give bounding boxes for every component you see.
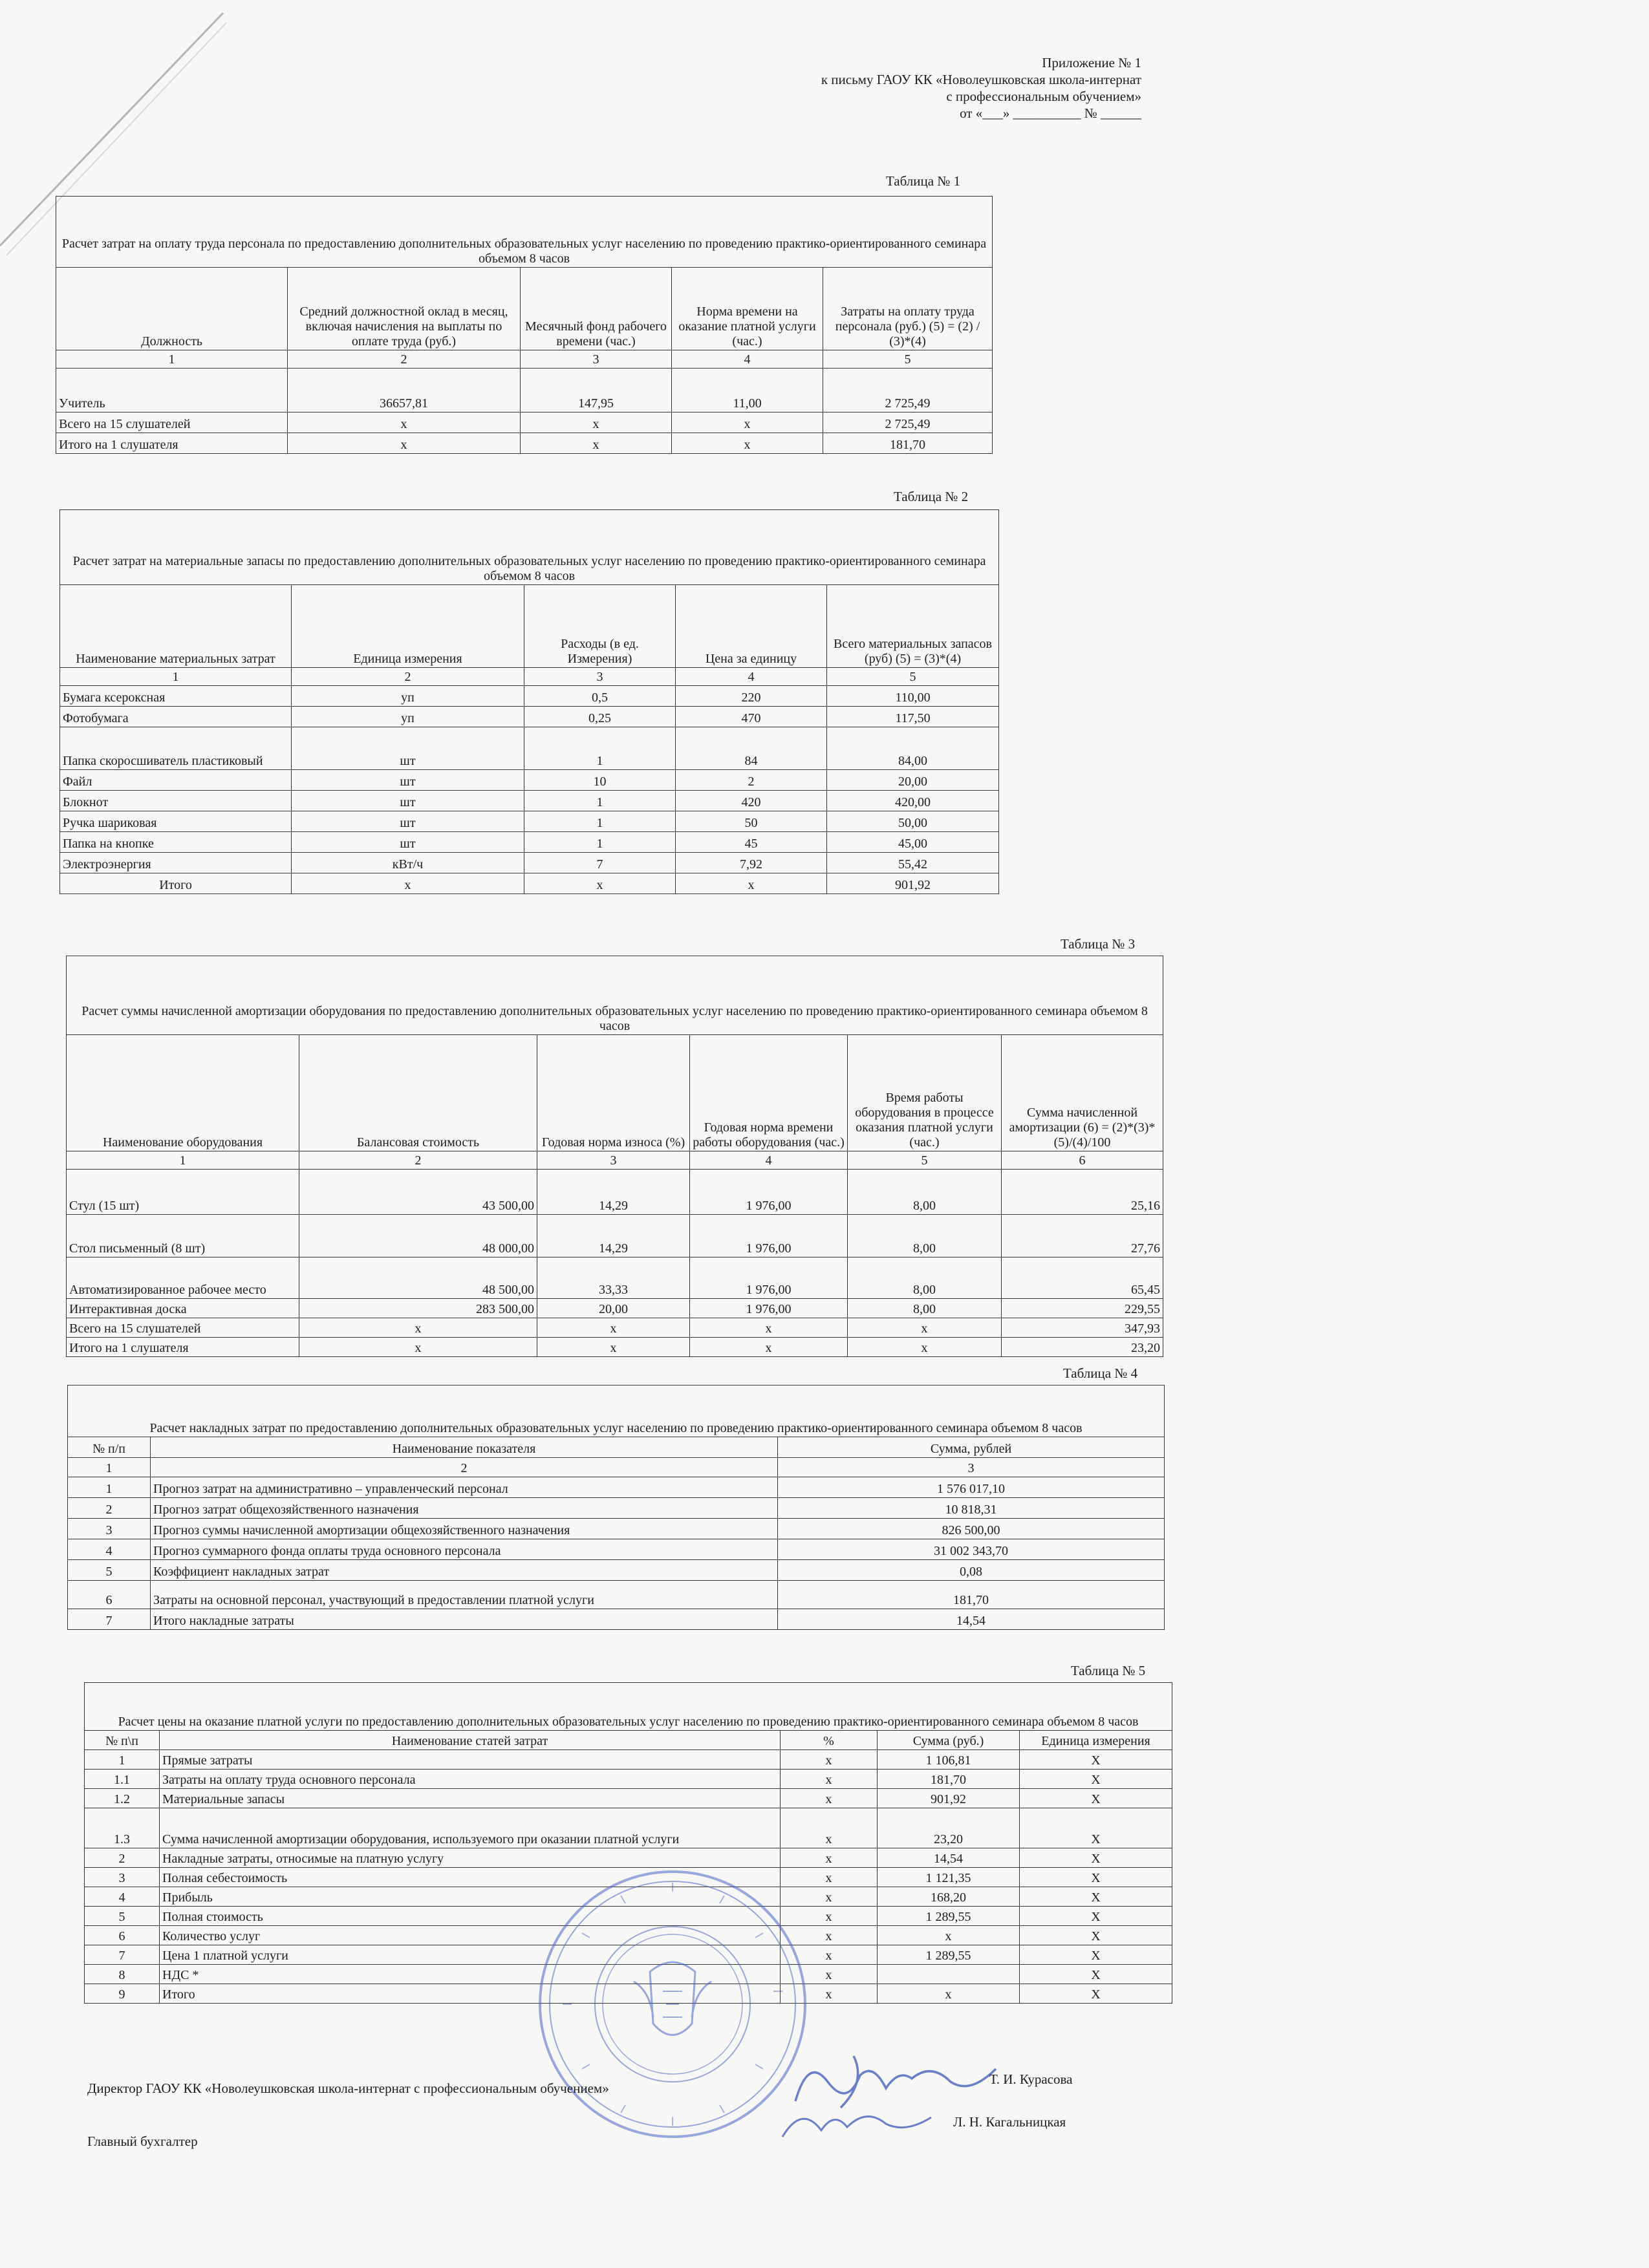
cell: НДС *	[160, 1965, 781, 1984]
cell: 0,25	[524, 707, 676, 727]
table1-title: Расчет затрат на оплату труда персонала по предоставлению дополнительных образовательных услуг населению по проведению практико-ориентированного семинара объемом 8 часов	[56, 197, 993, 268]
cell: 8,00	[848, 1257, 1002, 1299]
table2-title: Расчет затрат на материальные запасы по предоставлению дополнительных образовательных услуг населению по проведению практико-ориентированного семинара объемом 8 часов	[60, 510, 999, 585]
cell: х	[781, 1848, 878, 1868]
cell: 420	[676, 791, 827, 811]
col-number: 4	[690, 1151, 848, 1170]
cell: 7	[68, 1609, 151, 1630]
cell: х	[288, 433, 521, 454]
cell: шт	[292, 727, 524, 770]
col-number: 3	[778, 1458, 1165, 1477]
col-number: 4	[672, 350, 823, 369]
cell: х	[292, 873, 524, 894]
cell: Прогноз суммарного фонда оплаты труда основного персонала	[151, 1539, 778, 1560]
cell: 283 500,00	[299, 1299, 537, 1318]
cell: уп	[292, 707, 524, 727]
cell: х	[690, 1338, 848, 1357]
cell: х	[521, 412, 672, 433]
cell: 1	[524, 832, 676, 853]
col-number: 3	[537, 1151, 690, 1170]
cell: 110,00	[827, 686, 999, 707]
cell: 1 976,00	[690, 1257, 848, 1299]
table-row	[56, 369, 993, 412]
table2-header: Наименование материальных затрат	[60, 585, 292, 668]
cell: 8,00	[848, 1170, 1002, 1215]
cell: х	[690, 1318, 848, 1338]
cell: 48 500,00	[299, 1257, 537, 1299]
cell: 470	[676, 707, 827, 727]
cell: Затраты на основной персонал, участвующий в предоставлении платной услуги	[151, 1581, 778, 1609]
cell: Итого на 1 слушателя	[56, 433, 288, 454]
table-row	[60, 791, 999, 811]
cell: х	[676, 873, 827, 894]
cell: 36657,81	[288, 369, 521, 412]
cell: 14,54	[878, 1848, 1020, 1868]
cell: Блокнот	[60, 791, 292, 811]
cell: 1	[524, 811, 676, 832]
cell: 50	[676, 811, 827, 832]
cell: 229,55	[1002, 1299, 1163, 1318]
cell: 2 725,49	[823, 369, 993, 412]
table-row	[67, 1318, 1163, 1338]
table2-number: Таблица № 2	[894, 489, 969, 504]
cell: х	[781, 1984, 878, 2004]
appendix-date-number: от «___» __________ № ______	[960, 105, 1141, 121]
cell: Итого на 1 слушателя	[67, 1338, 299, 1357]
table1-number: Таблица № 1	[886, 173, 961, 189]
cell: 1 976,00	[690, 1299, 848, 1318]
cell: 5	[68, 1560, 151, 1581]
table3-header: Годовая норма износа (%)	[537, 1035, 690, 1151]
table1-header: Затраты на оплату труда персонала (руб.) (5) = (2) / (3)*(4)	[823, 268, 993, 350]
col-number: 5	[848, 1151, 1002, 1170]
cell: 826 500,00	[778, 1519, 1165, 1539]
cell: шт	[292, 832, 524, 853]
director-name: Т. И. Курасова	[989, 2071, 1073, 2087]
cell: 4	[85, 1887, 160, 1907]
cell: 1 121,35	[878, 1868, 1020, 1887]
table-row	[68, 1560, 1165, 1581]
cell: 117,50	[827, 707, 999, 727]
col-number: 2	[292, 668, 524, 686]
cell: Х	[1020, 1965, 1172, 1984]
cell: Х	[1020, 1984, 1172, 2004]
table4-header-row	[68, 1437, 1165, 1458]
appendix-number: Приложение № 1	[1042, 55, 1141, 70]
cell: 1	[524, 727, 676, 770]
cell: Папка на кнопке	[60, 832, 292, 853]
cell: 181,70	[778, 1581, 1165, 1609]
cell: 2	[85, 1848, 160, 1868]
cell: х	[672, 412, 823, 433]
cell: Затраты на оплату труда основного персонала	[160, 1770, 781, 1789]
cell: х	[781, 1750, 878, 1770]
table-row	[68, 1539, 1165, 1560]
table-row	[85, 1770, 1172, 1789]
col-number: 1	[67, 1151, 299, 1170]
cell: х	[781, 1965, 878, 1984]
table4-header: Сумма, рублей	[778, 1437, 1165, 1458]
table5-header: № п\п	[85, 1731, 160, 1750]
cell: х	[537, 1338, 690, 1357]
cell: х	[781, 1770, 878, 1789]
cell: 2 725,49	[823, 412, 993, 433]
table2-header: Единица измерения	[292, 585, 524, 668]
cell: 168,20	[878, 1887, 1020, 1907]
cell: 10	[524, 770, 676, 791]
table4-overhead	[67, 1385, 1165, 1630]
cell: Ручка шариковая	[60, 811, 292, 832]
table1-header: Месячный фонд рабочего времени (час.)	[521, 268, 672, 350]
table3-depreciation	[66, 956, 1163, 1357]
cell: 1.3	[85, 1808, 160, 1848]
cell: шт	[292, 811, 524, 832]
cell: х	[781, 1887, 878, 1907]
cell: Накладные затраты, относимые на платную услугу	[160, 1848, 781, 1868]
cell: 147,95	[521, 369, 672, 412]
appendix-letter-ref: к письму ГАОУ КК «Новолеушковская школа-интернат	[821, 72, 1141, 87]
table-row	[60, 770, 999, 791]
table1-labor-costs	[56, 196, 993, 454]
table4-title: Расчет накладных затрат по предоставлению дополнительных образовательных услуг населению по проведению практико-ориентированного семинара объемом 8 часов	[68, 1385, 1165, 1437]
table-row	[68, 1519, 1165, 1539]
col-number: 1	[68, 1458, 151, 1477]
table-row	[60, 811, 999, 832]
cell: 20,00	[827, 770, 999, 791]
cell: шт	[292, 770, 524, 791]
cell: х	[878, 1984, 1020, 2004]
table2-header-row	[60, 585, 999, 668]
cell: 420,00	[827, 791, 999, 811]
cell: 50,00	[827, 811, 999, 832]
col-number: 6	[1002, 1151, 1163, 1170]
cell: Всего на 15 слушателей	[56, 412, 288, 433]
col-number: 2	[288, 350, 521, 369]
col-number: 3	[524, 668, 676, 686]
cell: 8,00	[848, 1215, 1002, 1257]
cell: 84,00	[827, 727, 999, 770]
cell: Автоматизированное рабочее место	[67, 1257, 299, 1299]
table-row	[68, 1609, 1165, 1630]
table-row	[68, 1498, 1165, 1519]
table-row	[60, 832, 999, 853]
table-row	[60, 707, 999, 727]
cell: 0,08	[778, 1560, 1165, 1581]
cell: 1 289,55	[878, 1945, 1020, 1965]
cell: 20,00	[537, 1299, 690, 1318]
cell: Прибыль	[160, 1887, 781, 1907]
cell: Учитель	[56, 369, 288, 412]
cell: 65,45	[1002, 1257, 1163, 1299]
cell: Количество услуг	[160, 1926, 781, 1945]
col-number: 2	[151, 1458, 778, 1477]
table4-header: Наименование показателя	[151, 1437, 778, 1458]
cell: 6	[68, 1581, 151, 1609]
cell: х	[521, 433, 672, 454]
cell: Прогноз суммы начисленной амортизации общехозяйственного назначения	[151, 1519, 778, 1539]
accountant-name: Л. Н. Кагальницкая	[953, 2114, 1066, 2130]
cell: Х	[1020, 1868, 1172, 1887]
cell: х	[848, 1338, 1002, 1357]
table3-title: Расчет суммы начисленной амортизации оборудования по предоставлению дополнительных образовательных услуг населению по проведению практико-ориентированного семинара объемом 8 часов	[67, 956, 1163, 1035]
table4-number: Таблица № 4	[1063, 1365, 1138, 1381]
cell: 6	[85, 1926, 160, 1945]
table5-number: Таблица № 5	[1071, 1663, 1146, 1678]
cell: Материальные запасы	[160, 1789, 781, 1808]
cell: 84	[676, 727, 827, 770]
table-row	[85, 1789, 1172, 1808]
table3-number: Таблица № 3	[1061, 936, 1136, 952]
cell: Итого	[160, 1984, 781, 2004]
cell: 43 500,00	[299, 1170, 537, 1215]
table2-materials	[59, 509, 999, 894]
cell: х	[878, 1926, 1020, 1945]
cell: 27,76	[1002, 1215, 1163, 1257]
table1-header: Норма времени на оказание платной услуги (час.)	[672, 268, 823, 350]
table4-header: № п/п	[68, 1437, 151, 1458]
cell: 31 002 343,70	[778, 1539, 1165, 1560]
cell: х	[781, 1945, 878, 1965]
cell: Коэффициент накладных затрат	[151, 1560, 778, 1581]
cell: х	[781, 1789, 878, 1808]
cell: 48 000,00	[299, 1215, 537, 1257]
cell: Х	[1020, 1808, 1172, 1848]
appendix-letter-ref-cont: с профессиональным обучением»	[946, 89, 1141, 104]
table-row	[56, 412, 993, 433]
cell: 2	[68, 1498, 151, 1519]
cell: 1.2	[85, 1789, 160, 1808]
cell: 2	[676, 770, 827, 791]
col-number: 5	[823, 350, 993, 369]
table4-number-row	[68, 1458, 1165, 1477]
table1-header: Должность	[56, 268, 288, 350]
cell	[878, 1965, 1020, 1984]
table2-number-row	[60, 668, 999, 686]
cell: х	[781, 1926, 878, 1945]
cell: шт	[292, 791, 524, 811]
cell: 23,20	[878, 1808, 1020, 1848]
cell: 0,5	[524, 686, 676, 707]
cell: х	[537, 1318, 690, 1338]
table5-title: Расчет цены на оказание платной услуги по предоставлению дополнительных образовательных услуг населению по проведению практико-ориентированного семинара объемом 8 часов	[85, 1683, 1172, 1731]
table-row	[60, 853, 999, 873]
cell: 8	[85, 1965, 160, 1984]
cell: 11,00	[672, 369, 823, 412]
cell: 181,70	[878, 1770, 1020, 1789]
official-seal-stamp	[530, 1862, 815, 2146]
cell: 10 818,31	[778, 1498, 1165, 1519]
col-number: 4	[676, 668, 827, 686]
cell: 8,00	[848, 1299, 1002, 1318]
cell: Фотобумага	[60, 707, 292, 727]
cell: Прямые затраты	[160, 1750, 781, 1770]
table3-number-row	[67, 1151, 1163, 1170]
col-number: 3	[521, 350, 672, 369]
cell: 1	[85, 1750, 160, 1770]
cell: 1	[68, 1477, 151, 1498]
col-number: 2	[299, 1151, 537, 1170]
table3-header: Наименование оборудования	[67, 1035, 299, 1151]
cell: 5	[85, 1907, 160, 1926]
cell: Папка скоросшиватель пластиковый	[60, 727, 292, 770]
table5-header: %	[781, 1731, 878, 1750]
cell: 1 289,55	[878, 1907, 1020, 1926]
cell: 1 976,00	[690, 1215, 848, 1257]
cell: Полная себестоимость	[160, 1868, 781, 1887]
cell: Прогноз затрат на административно – управленческий персонал	[151, 1477, 778, 1498]
cell: х	[848, 1318, 1002, 1338]
cell: 7,92	[676, 853, 827, 873]
cell: 901,92	[827, 873, 999, 894]
cell: Х	[1020, 1945, 1172, 1965]
table5-header: Единица измерения	[1020, 1731, 1172, 1750]
cell: 220	[676, 686, 827, 707]
table-row	[60, 686, 999, 707]
cell: 901,92	[878, 1789, 1020, 1808]
table2-header: Всего материальных запасов (руб) (5) = (3)*(4)	[827, 585, 999, 668]
accountant-label: Главный бухгалтер	[87, 2134, 198, 2149]
cell: х	[781, 1868, 878, 1887]
cell: Х	[1020, 1770, 1172, 1789]
cell: Х	[1020, 1907, 1172, 1926]
table-row	[67, 1299, 1163, 1318]
accountant-signature-scrawl	[776, 2098, 944, 2150]
cell: 45,00	[827, 832, 999, 853]
table-row	[68, 1581, 1165, 1609]
cell: Бумага ксероксная	[60, 686, 292, 707]
cell: 3	[68, 1519, 151, 1539]
cell: 33,33	[537, 1257, 690, 1299]
col-number: 1	[60, 668, 292, 686]
cell: 3	[85, 1868, 160, 1887]
cell: 14,54	[778, 1609, 1165, 1630]
cell: х	[299, 1318, 537, 1338]
cell: х	[781, 1808, 878, 1848]
table2-header: Цена за единицу	[676, 585, 827, 668]
cell: х	[781, 1907, 878, 1926]
cell: кВт/ч	[292, 853, 524, 873]
cell: х	[299, 1338, 537, 1357]
cell: х	[672, 433, 823, 454]
cell: х	[524, 873, 676, 894]
table-row	[68, 1477, 1165, 1498]
cell: Х	[1020, 1789, 1172, 1808]
cell: Сумма начисленной амортизации оборудования, используемого при оказании платной услуги	[160, 1808, 781, 1848]
cell: Стол письменный (8 шт)	[67, 1215, 299, 1257]
cell: 25,16	[1002, 1170, 1163, 1215]
table2-header: Расходы (в ед. Измерения)	[524, 585, 676, 668]
table-row	[67, 1215, 1163, 1257]
table3-header: Годовая норма времени работы оборудования (час.)	[690, 1035, 848, 1151]
table1-header: Средний должностной оклад в месяц, включая начисления на выплаты по оплате труда (руб.)	[288, 268, 521, 350]
cell: 1 976,00	[690, 1170, 848, 1215]
table3-header: Балансовая стоимость	[299, 1035, 537, 1151]
table5-header-row	[85, 1731, 1172, 1750]
cell: 7	[524, 853, 676, 873]
cell: 1 576 017,10	[778, 1477, 1165, 1498]
cell: Всего на 15 слушателей	[67, 1318, 299, 1338]
cell: Электроэнергия	[60, 853, 292, 873]
table3-header: Сумма начисленной амортизации (6) = (2)*(3)*(5)/(4)/100	[1002, 1035, 1163, 1151]
table-row	[67, 1338, 1163, 1357]
cell: 181,70	[823, 433, 993, 454]
cell: Х	[1020, 1848, 1172, 1868]
cell: Интерактивная доска	[67, 1299, 299, 1318]
table1-number-row	[56, 350, 993, 369]
cell: Файл	[60, 770, 292, 791]
table-row	[60, 727, 999, 770]
cell: 23,20	[1002, 1338, 1163, 1357]
appendix-header	[821, 54, 1141, 122]
cell: 1	[524, 791, 676, 811]
table-row	[85, 1808, 1172, 1848]
cell: х	[288, 412, 521, 433]
cell: 1 106,81	[878, 1750, 1020, 1770]
cell: 14,29	[537, 1170, 690, 1215]
director-label: Директор ГАОУ КК «Новолеушковская школа-интернат с профессиональным обучением»	[87, 2081, 609, 2096]
table5-header: Наименование статей затрат	[160, 1731, 781, 1750]
cell: Х	[1020, 1887, 1172, 1907]
cell: 55,42	[827, 853, 999, 873]
cell: Полная стоимость	[160, 1907, 781, 1926]
table-row	[56, 433, 993, 454]
cell: Итого	[60, 873, 292, 894]
cell: 1.1	[85, 1770, 160, 1789]
table3-header-row	[67, 1035, 1163, 1151]
cell: 4	[68, 1539, 151, 1560]
col-number: 1	[56, 350, 288, 369]
cell: 347,93	[1002, 1318, 1163, 1338]
table-row	[85, 1750, 1172, 1770]
cell: Х	[1020, 1750, 1172, 1770]
table3-header: Время работы оборудования в процессе оказания платной услуги (час.)	[848, 1035, 1002, 1151]
cell: Х	[1020, 1926, 1172, 1945]
table-row	[67, 1257, 1163, 1299]
cell: уп	[292, 686, 524, 707]
cell: Прогноз затрат общехозяйственного назначения	[151, 1498, 778, 1519]
table1-header-row	[56, 268, 993, 350]
table-row	[67, 1170, 1163, 1215]
cell: 7	[85, 1945, 160, 1965]
cell: Итого накладные затраты	[151, 1609, 778, 1630]
col-number: 5	[827, 668, 999, 686]
cell: Стул (15 шт)	[67, 1170, 299, 1215]
cell: 45	[676, 832, 827, 853]
table5-header: Сумма (руб.)	[878, 1731, 1020, 1750]
cell: 14,29	[537, 1215, 690, 1257]
cell: Цена 1 платной услуги	[160, 1945, 781, 1965]
table-row	[60, 873, 999, 894]
cell: 9	[85, 1984, 160, 2004]
